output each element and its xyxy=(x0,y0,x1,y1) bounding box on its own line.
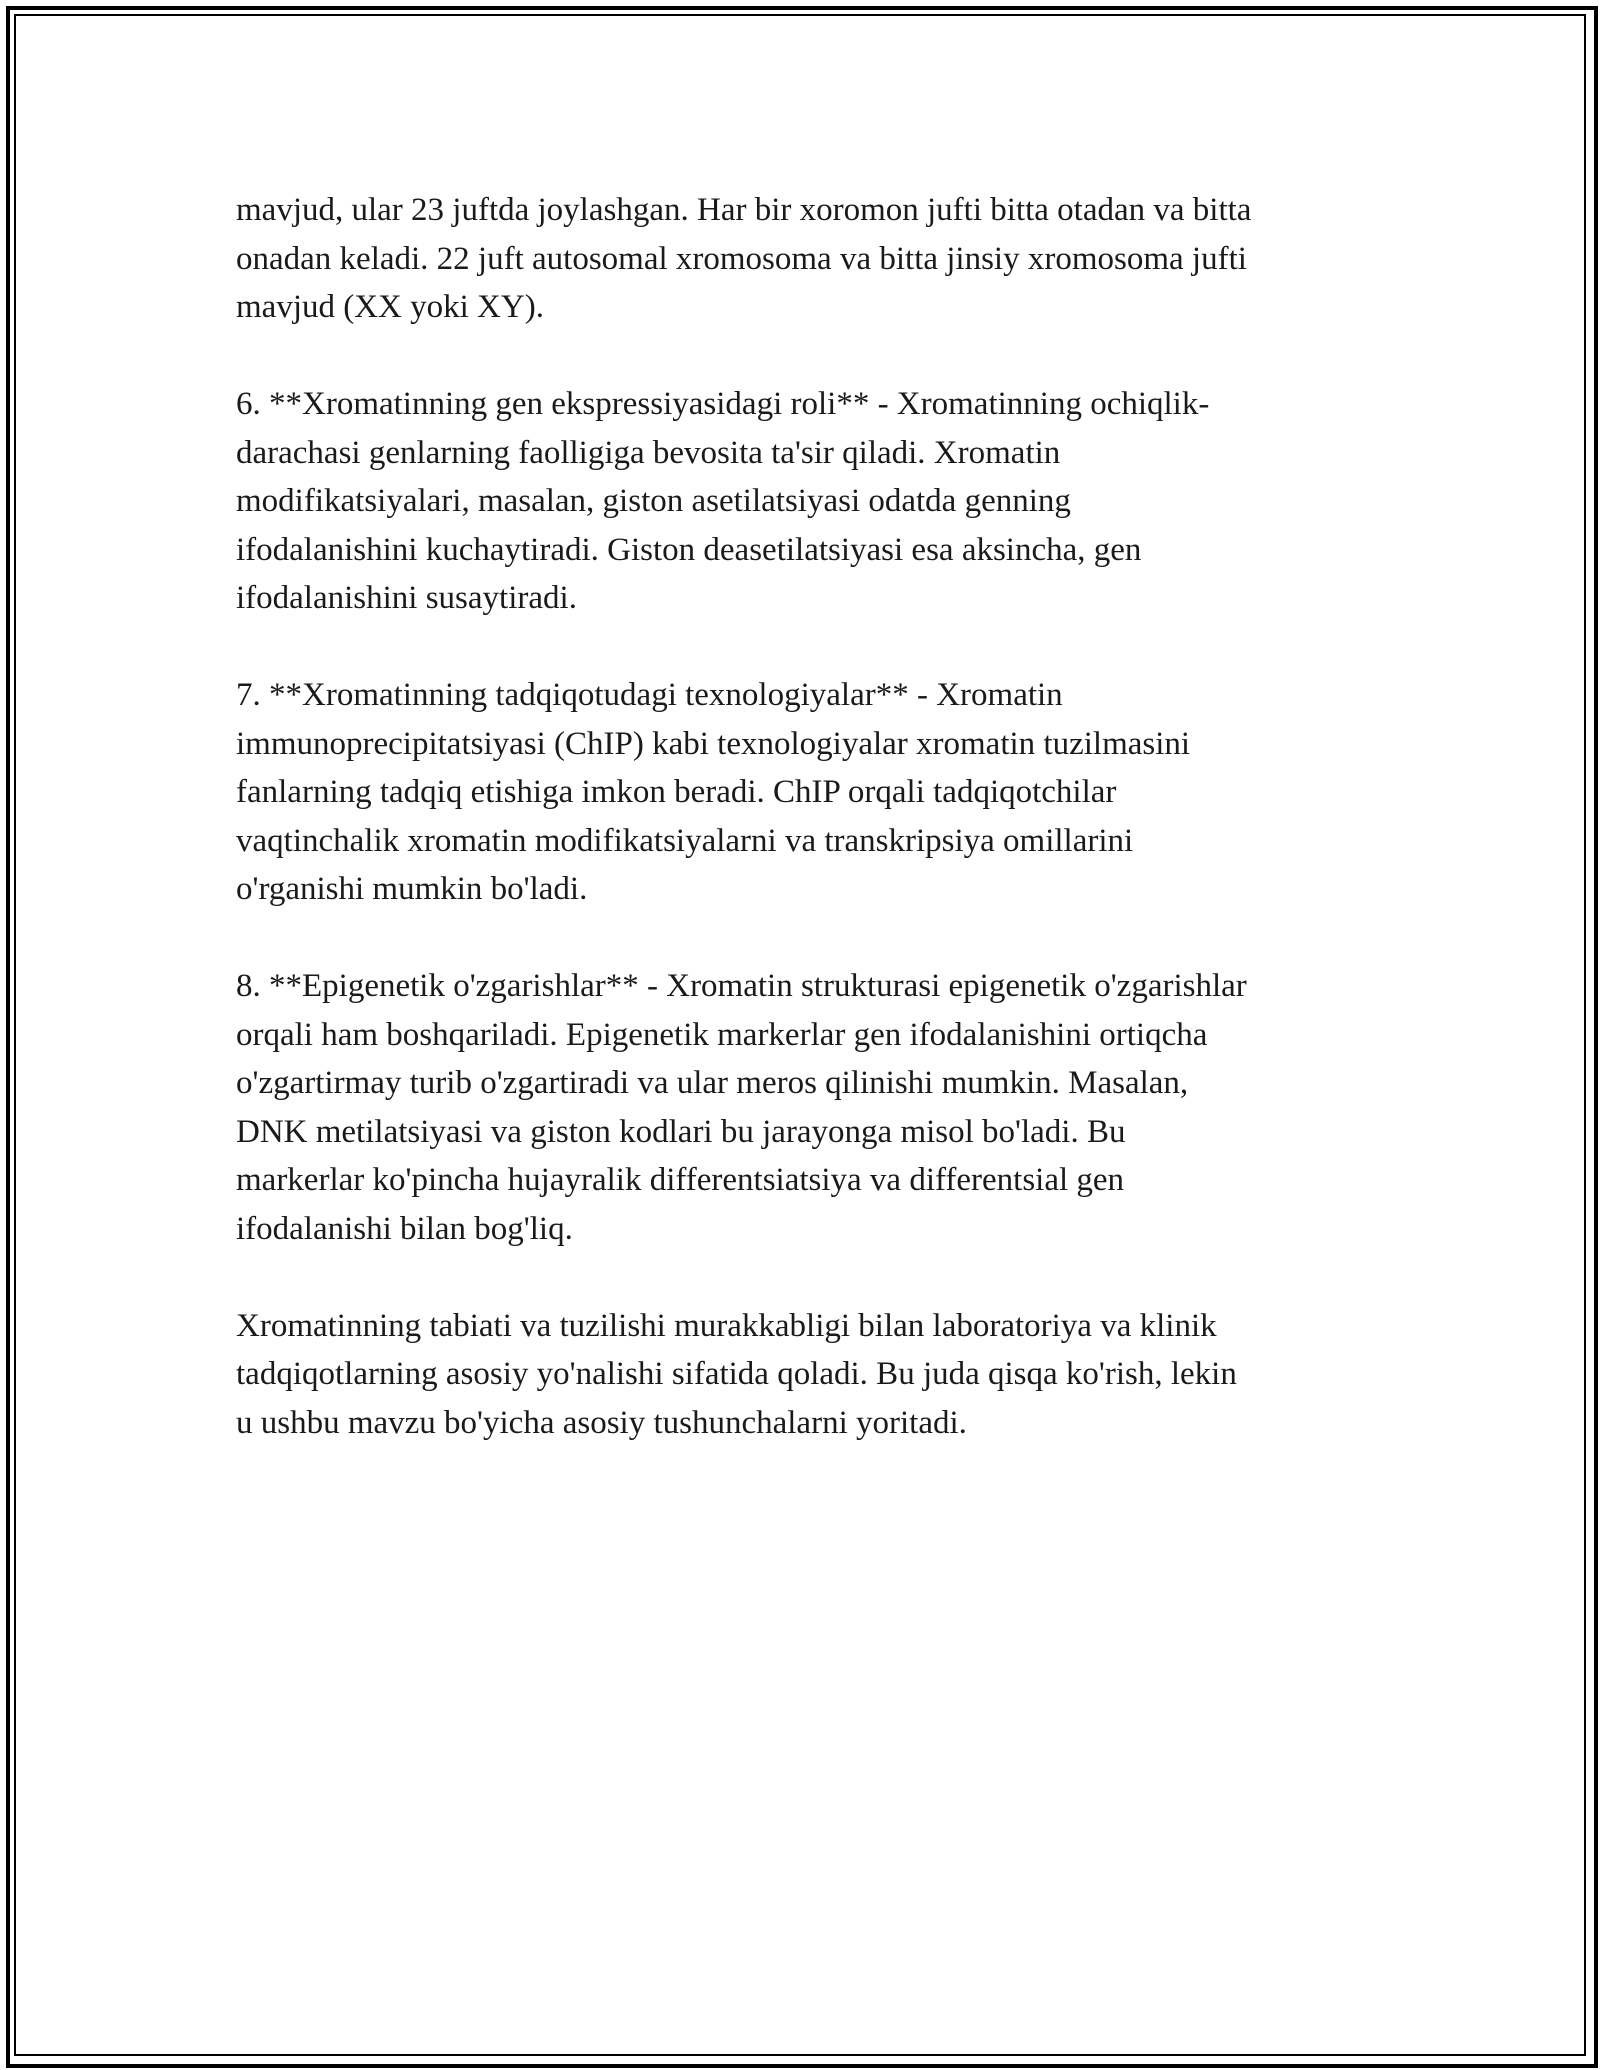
paragraph-conclusion: Xromatinning tabiati va tuzilishi murakkabligi bilan laboratoriya va klinik tadqiqotlarning asosiy yo'nalishi sifatida qoladi. Bu juda qisqa ko'rish, lekin u ushbu mavzu bo'yicha asosiy tushunchalarni yoritadi. xyxy=(236,1307,1237,1441)
paragraph-epigenetic-changes: 8. **Epigenetik o'zgarishlar** - Xromatin strukturasi epigenetik o'zgarishlar orqali ham boshqariladi. Epigenetik markerlar gen ifodalanishini ortiqcha o'zgartirmay turib o'zgartiradi va ular meros qilinishi mumkin. Masalan, DNK metilatsiyasi va giston kodlari bu jarayonga misol bo'ladi. Bu markerlar ko'pincha hujayralik differentsiatsiya va differentsial gen ifodalanishi bilan bog'liq. xyxy=(236,968,1247,1247)
document-body xyxy=(236,186,1376,1496)
paragraph-chromatin-technologies: 7. **Xromatinning tadqiqotudagi texnologiyalar** - Xromatin immunoprecipitatsiyasi (ChIP) kabi texnologiyalar xromatin tuzilmasini fanlarning tadqiq etishiga imkon beradi. ChIP orqali tadqiqotchilar vaqtinchalik xromatin modifikatsiyalarni va transkripsiya omillarini o'rganishi mumkin bo'ladi. xyxy=(236,677,1191,907)
paragraph-chromatin-gene-expression: 6. **Xromatinning gen ekspressiyasidagi roli** - Xromatinning ochiqlik- darachasi genlarning faolligiga bevosita ta'sir qiladi. Xromatin modifikatsiyalari, masalan, giston asetilatsiyasi odatda genning ifodalanishini kuchaytiradi. Giston deasetilatsiyasi esa aksincha, gen ifodalanishini susaytiradi. xyxy=(236,386,1210,616)
paragraph-chromosome-pairs: mavjud, ular 23 juftda joylashgan. Har bir xoromon jufti bitta otadan va bitta onadan keladi. 22 juft autosomal xromosoma va bitta jinsiy xromosoma jufti mavjud (XX yoki XY). xyxy=(236,192,1252,325)
